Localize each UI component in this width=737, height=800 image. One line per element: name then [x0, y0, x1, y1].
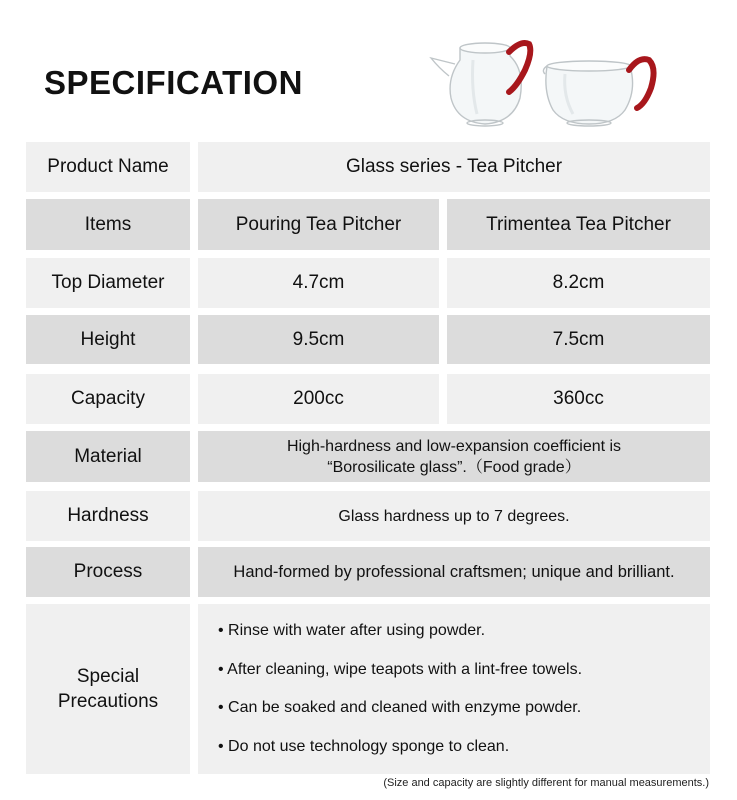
row-items: [26, 199, 710, 250]
value-items-pouring: Pouring Tea Pitcher: [198, 199, 439, 250]
precautions-label-line-1: Special: [76, 666, 140, 687]
list-item: • Can be soaked and cleaned with enzyme powder.: [218, 699, 582, 716]
value-hardness: Glass hardness up to 7 degrees.: [198, 491, 710, 541]
row-process: [26, 547, 710, 597]
tea-pitchers-image: [425, 30, 665, 135]
trimentea-pitcher-image: [543, 61, 632, 126]
value-material: [198, 431, 710, 482]
label-special-precautions: [26, 604, 190, 774]
value-height-trimentea: 7.5cm: [447, 315, 710, 364]
label-top-diameter: Top Diameter: [26, 258, 190, 308]
value-process: Hand-formed by professional craftsmen; unique and brilliant.: [198, 547, 710, 597]
row-top-diameter: [26, 258, 710, 308]
row-height: [26, 315, 710, 364]
label-product-name: Product Name: [26, 142, 190, 192]
row-material: [26, 431, 710, 482]
footnote: (Size and capacity are slightly different for manual measurements.): [383, 777, 709, 789]
value-capacity-pouring: 200cc: [198, 374, 439, 424]
list-item: • Do not use technology sponge to clean.: [218, 737, 510, 755]
value-top-diameter-trimentea: 8.2cm: [447, 258, 710, 308]
label-capacity: Capacity: [26, 374, 190, 424]
value-top-diameter-pouring: 4.7cm: [198, 258, 439, 308]
material-line-2: “Borosilicate glass”.（Food grade）: [327, 458, 581, 476]
page-title: SPECIFICATION: [44, 64, 303, 101]
label-process: Process: [26, 547, 190, 597]
value-product-name: Glass series - Tea Pitcher: [198, 142, 710, 192]
row-product-name: [26, 142, 710, 192]
precautions-label-line-2: Precautions: [57, 691, 159, 712]
label-items: Items: [26, 199, 190, 250]
list-item: • Rinse with water after using powder.: [218, 622, 486, 639]
material-line-1: High-hardness and low-expansion coefficient is: [286, 437, 622, 455]
value-capacity-trimentea: 360cc: [447, 374, 710, 424]
list-item: • After cleaning, wipe teapots with a lint-free towels.: [218, 660, 583, 678]
row-hardness: [26, 491, 710, 541]
row-capacity: [26, 374, 710, 424]
label-hardness: Hardness: [26, 491, 190, 541]
value-height-pouring: 9.5cm: [198, 315, 439, 364]
value-items-trimentea: Trimentea Tea Pitcher: [447, 199, 710, 250]
row-special-precautions: [26, 604, 710, 774]
pouring-pitcher-image: [431, 43, 521, 126]
label-material: Material: [26, 431, 190, 482]
precautions-list: [198, 604, 710, 774]
label-height: Height: [26, 315, 190, 364]
